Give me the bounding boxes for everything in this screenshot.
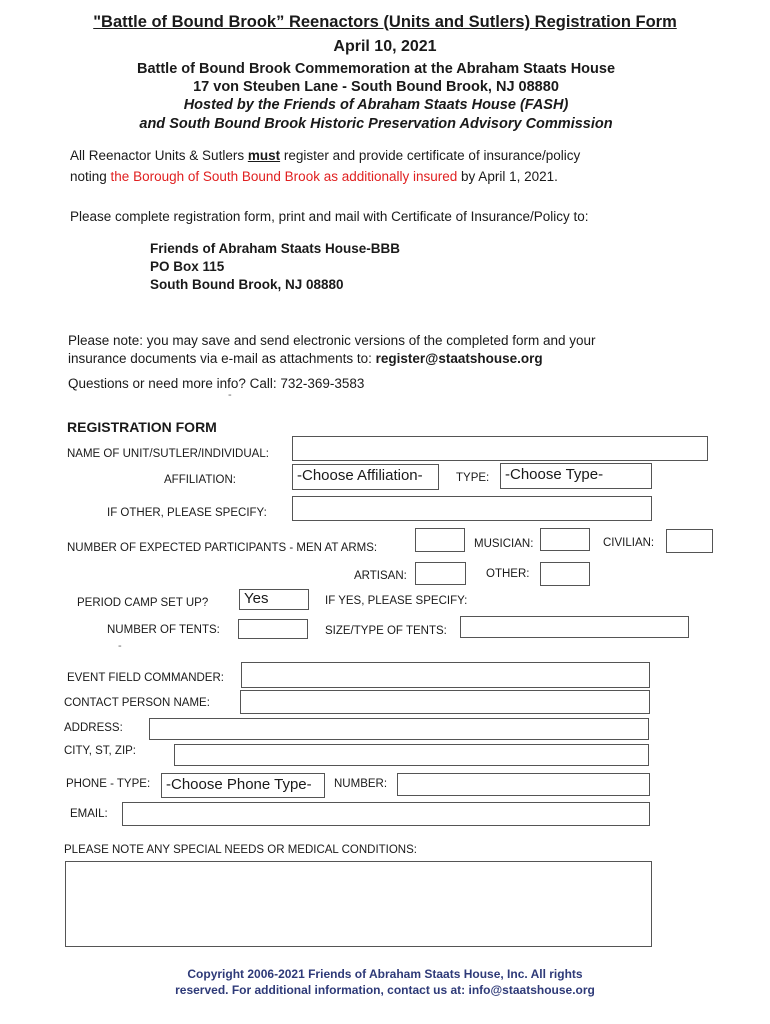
commander-label: EVENT FIELD COMMANDER: (67, 672, 224, 684)
note-line2: insurance documents via e-mail as attachments to: register@staatshouse.org (68, 351, 543, 366)
other-count-input[interactable] (540, 562, 590, 586)
artisan-input[interactable] (415, 562, 466, 585)
address-label: ADDRESS: (64, 722, 123, 734)
musician-label: MUSICIAN: (474, 538, 534, 550)
tents-label: NUMBER OF TENTS: (107, 624, 220, 636)
footer-contact: reserved. For additional information, contact us at: info@staatshouse.org (175, 983, 595, 997)
email-label: EMAIL: (70, 808, 108, 820)
type-select[interactable]: -Choose Type- (500, 463, 652, 489)
participants-label: NUMBER OF EXPECTED PARTICIPANTS - MEN AT ARMS: (67, 542, 378, 554)
event-date: April 10, 2021 (333, 38, 437, 55)
city-input[interactable] (174, 744, 649, 766)
special-needs-label: PLEASE NOTE ANY SPECIAL NEEDS OR MEDICAL CONDITIONS: (64, 844, 417, 856)
contact-name-input[interactable] (240, 690, 650, 714)
camp-specify-label: IF YES, PLEASE SPECIFY: (325, 595, 468, 607)
tent-size-input[interactable] (460, 616, 689, 638)
tent-size-label: SIZE/TYPE OF TENTS: (325, 625, 447, 637)
unit-name-input[interactable] (292, 436, 708, 461)
affiliation-label: AFFILIATION: (164, 474, 236, 486)
special-needs-textarea[interactable] (65, 861, 652, 947)
camp-select[interactable]: Yes (239, 589, 309, 610)
contact-label: CONTACT PERSON NAME: (64, 697, 210, 709)
separator-mark: - (228, 389, 232, 401)
host-line: Hosted by the Friends of Abraham Staats House (FASH) (183, 97, 569, 113)
type-label: TYPE: (456, 472, 490, 484)
affiliation-select[interactable]: -Choose Affiliation- (292, 464, 439, 490)
city-label: CITY, ST, ZIP: (64, 745, 136, 757)
commission-line: and South Bound Brook Historic Preservation Advisory Commission (139, 116, 613, 132)
mailing-address: Friends of Abraham Staats House-BBB PO Box 115 South Bound Brook, NJ 08880 (150, 241, 401, 292)
questions-line: Questions or need more info? Call: 732-369-3583 (68, 376, 365, 391)
other-label: OTHER: (486, 568, 530, 580)
phone-type-select[interactable]: -Choose Phone Type- (161, 773, 325, 798)
email-input[interactable] (122, 802, 650, 826)
footer-copyright: Copyright 2006-2021 Friends of Abraham Staats House, Inc. All rights (187, 967, 583, 981)
address-input[interactable] (149, 718, 649, 740)
registration-form-heading: REGISTRATION FORM (67, 419, 217, 435)
separator-mark: - (118, 640, 122, 652)
register-email-link[interactable]: register@staatshouse.org (375, 351, 543, 366)
civilian-label: CIVILIAN: (603, 537, 655, 549)
mail-instructions: Please complete registration form, print and mail with Certificate of Insurance/Policy to: (70, 209, 589, 224)
note-line1: Please note: you may save and send electronic versions of the completed form and your (68, 333, 596, 348)
event-name: Battle of Bound Brook Commemoration at the Abraham Staats House (136, 61, 616, 77)
musician-input[interactable] (540, 528, 590, 551)
other-specify-input[interactable] (292, 496, 652, 521)
unit-name-label: NAME OF UNIT/SUTLER/INDIVIDUAL: (67, 448, 269, 460)
event-address: 17 von Steuben Lane - South Bound Brook, NJ 08880 (193, 79, 559, 95)
intro-paragraph-line1: All Reenactor Units & Sutlers must register and provide certificate of insurance/policy (70, 148, 581, 163)
camp-label: PERIOD CAMP SET UP? (77, 597, 209, 609)
intro-paragraph-line2: noting the Borough of South Bound Brook as additionally insured by April 1, 2021. (70, 169, 558, 184)
number-label: NUMBER: (334, 778, 388, 790)
phone-type-label: PHONE - TYPE: (66, 778, 151, 790)
artisan-label: ARTISAN: (354, 570, 407, 582)
commander-input[interactable] (241, 662, 650, 688)
civilian-input[interactable] (666, 529, 713, 553)
page-title: "Battle of Bound Brook” Reenactors (Units and Sutlers) Registration Form (93, 13, 677, 31)
phone-number-input[interactable] (397, 773, 650, 796)
tents-input[interactable] (238, 619, 308, 639)
men-at-arms-input[interactable] (415, 528, 465, 552)
other-specify-label: IF OTHER, PLEASE SPECIFY: (107, 507, 267, 519)
